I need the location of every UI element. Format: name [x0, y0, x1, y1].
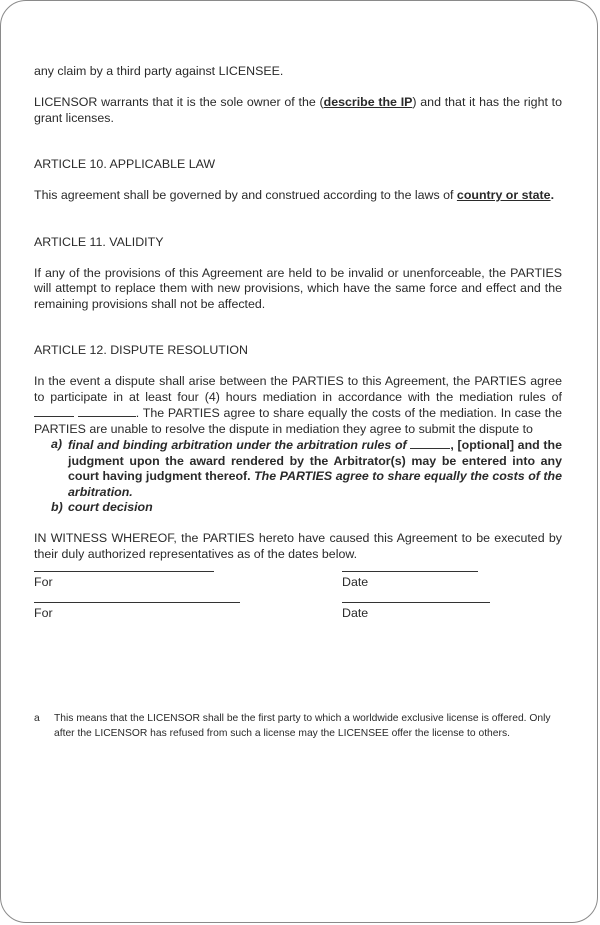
article-10-text-after: .: [550, 188, 555, 202]
article-10-text-before: This agreement shall be governed by and construed according to the laws of: [34, 188, 457, 202]
arbitration-rules-blank: [410, 437, 450, 449]
article-11-text: If any of the provisions of this Agreement are held to be invalid or unenforceable, the PARTIES will attempt to replace them with new provisions, which have the same force and effect and the remaining provisions shall not be affected.: [34, 265, 562, 311]
footnote-marker: a: [34, 713, 40, 724]
article-12-text-part2: . The PARTIES agree to share equally the costs of the mediation. In case the PARTIES are unable to resolve the dispute in mediation they agree to submit the dispute to: [34, 406, 562, 436]
option-a-marker: a): [51, 437, 63, 451]
for-label-1: For: [34, 575, 53, 589]
article-12-heading: ARTICLE 12. DISPUTE RESOLUTION: [34, 343, 248, 357]
warranty-text-after: ) and that it has the right to grant licenses.: [34, 95, 562, 125]
signature-line-date-1[interactable]: [342, 571, 478, 572]
option-a-text2: ,: [450, 438, 458, 452]
footnote-text: This means that the LICENSOR shall be the first party to which a worldwide exclusive license is offered. Only after the LICENSOR has refused from such a license may the LICENSEE offer the license to others.: [54, 713, 551, 739]
signature-line-for-1[interactable]: [34, 571, 214, 572]
witness-paragraph: IN WITNESS WHEREOF, the PARTIES hereto have caused this Agreement to be executed by their duly authorized representatives as of the dates below.: [34, 531, 562, 561]
option-a-optional: [optional] and the judgment upon the award rendered by the Arbitrator(s) may be entered into any court having judgment thereof.: [68, 438, 562, 483]
ip-placeholder: describe the IP: [323, 95, 413, 109]
option-b-marker: b): [51, 500, 63, 514]
warranty-paragraph: [34, 95, 562, 126]
article-11-heading: ARTICLE 11. VALIDITY: [34, 234, 164, 249]
article-12-text-part1: In the event a dispute shall arise between the PARTIES to this Agreement, the PARTIES agree to participate in at least four (4) hours mediation in accordance with the mediation rules of: [34, 374, 562, 404]
signature-line-date-2[interactable]: [342, 602, 490, 603]
option-a-text3: The PARTIES agree to share equally the costs of the arbitration.: [68, 469, 562, 499]
country-placeholder: country or state: [456, 188, 551, 202]
intro-line: any claim by a third party against LICENSEE.: [34, 64, 284, 78]
option-a: [34, 437, 562, 500]
article-10-text: [34, 188, 562, 204]
option-b: [34, 500, 562, 516]
footnote: [34, 712, 562, 741]
date-label-1: Date: [342, 575, 369, 589]
mediation-rules-blank: [34, 405, 74, 417]
signature-row-2: [34, 602, 564, 632]
option-b-text: court decision: [68, 500, 153, 514]
mediation-rules-blank-2: [78, 405, 136, 417]
document-body: [34, 64, 562, 562]
article-10-heading: ARTICLE 10. APPLICABLE LAW: [34, 157, 216, 171]
date-label-2: Date: [342, 606, 369, 620]
signature-line-for-2[interactable]: [34, 602, 240, 603]
for-label-2: For: [34, 606, 53, 620]
option-a-text1: final and binding arbitration under the arbitration rules of: [68, 438, 411, 452]
warranty-text-before: LICENSOR warrants that it is the sole owner of the (: [34, 95, 324, 109]
signature-row-1: [34, 571, 564, 601]
dispute-options-list: [34, 437, 562, 516]
article-12-text: [34, 374, 562, 437]
